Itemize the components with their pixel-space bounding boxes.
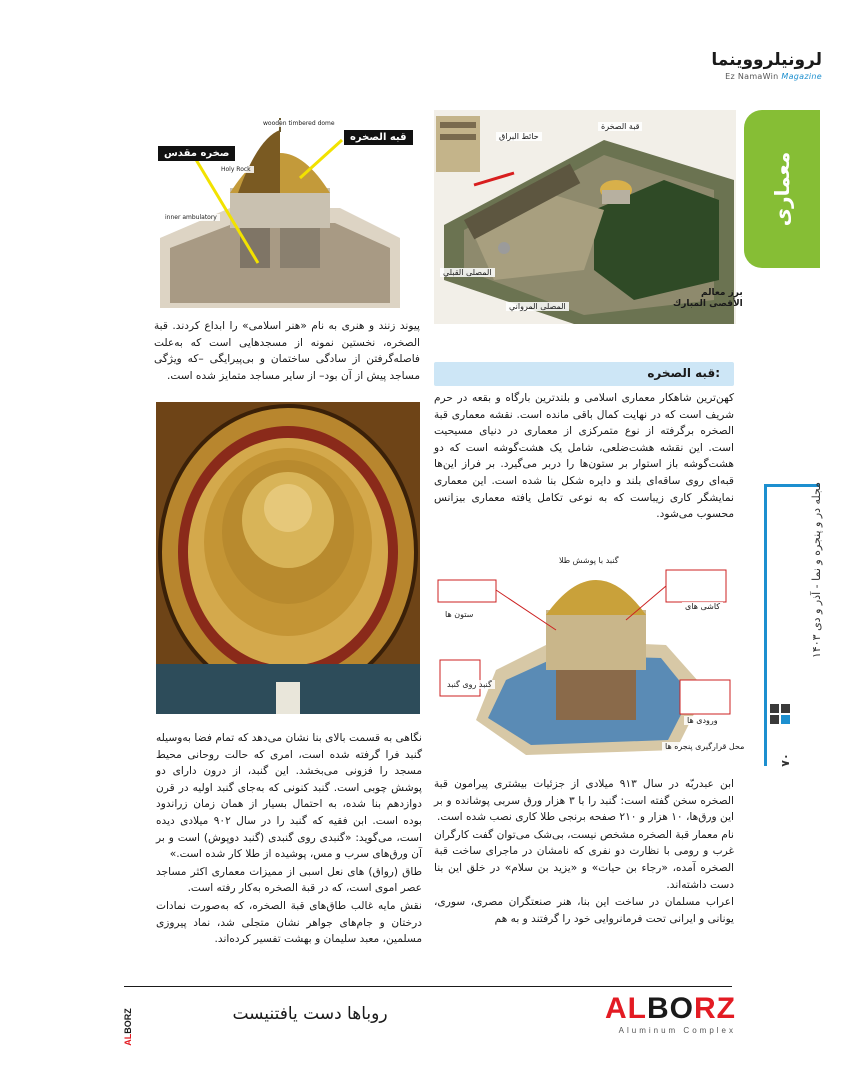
label-wall: حائط البراق [496, 132, 542, 141]
right-intro-paragraph: کهن‌ترین شاهکار معماری اسلامی و بلندترین بارگاه و بقعه در حرم شریف است که در نهایت کمال باقی مانده است. نقشه معماری قبة الصخره برگرفته از نوع متمرکزی از معماری در دنیای مسیحیت است. این نقشه هشت‌ضلعی، شامل یک هشت‌گوشه است که دو هشت‌گوشه باز استوار بر ستون‌ها را دربر می‌گیرد. بر فراز این‌ها قبه‌ای روی ساقه‌ای بلند و دایره شکل بنا شده است. این معماری نمایشگر کاری زیباست که به نوعی تکامل یافته معماری بیزانس محسوب می‌شود. [434, 392, 734, 521]
alborz-subtitle: Aluminum Complex [618, 1026, 736, 1035]
label-qibli: المصلی القبلي [440, 268, 495, 277]
tag-holy-rock: صخره مقدس [158, 146, 235, 161]
magazine-badge-icon [770, 704, 792, 726]
footer-rule [124, 986, 732, 987]
left-bottom-column [156, 730, 422, 962]
alborz-wordmark: ALBORZ [605, 992, 736, 1025]
magazine-title-en: Ez NamaWin Magazine [725, 72, 822, 81]
aerial-site-image [434, 110, 743, 324]
labeled-dome-diagram [436, 550, 745, 762]
right-paragraph-3: اعراب مسلمان در ساخت این بنا، هنر صنعتگران مصری، سوری، یونانی و ایرانی تحت فرمانروایی خود را گرفتند و به هم [434, 896, 734, 925]
diagram-label-double-dome: گنبد روی گنبد [444, 680, 495, 689]
cutaway-label-2: Holy Rock [218, 166, 254, 173]
label-dome: قبة الصخرة [598, 122, 642, 131]
blue-vertical-rule [764, 484, 767, 766]
section-heading: قبه الصخره: [647, 366, 720, 380]
right-bottom-column [434, 776, 734, 968]
section-heading-bar [434, 362, 734, 386]
diagram-label-windows: محل قرارگیری پنجره ها [662, 742, 747, 751]
top-left-paragraph: پیوند زنند و هنری به نام «هنر اسلامی» را ابداع کردند. قبة الصخره، نخستین نمونه از مسجدهایی است که به‌علت فاصله‌گرفتن از سادگی ساختمان و بی‌پیرایگی –که ویژگی مساجد پیش از آن بود– از سایر مساجد متمایز شده است. [154, 320, 420, 382]
dome-interior-photo [156, 402, 420, 714]
magazine-title-fa: لرونیلرووینما [711, 50, 822, 70]
alborz-logo [540, 988, 736, 1038]
magazine-logo [632, 50, 822, 88]
tag-dome-of-rock: قبه الصخره [344, 130, 413, 145]
left-paragraph-2: طاق (رواق) های نعل اسبی از ممیزات معماری اکثر مساجد عصر اموی است، که در قبة الصخره به‌کار رفته است. [156, 865, 422, 895]
issue-caption: مجله در و پنجره و نما - آذر و دی ۱۴۰۳ [810, 481, 823, 659]
diagram-illustration [436, 550, 734, 762]
diagram-label-columns: ستون ها [442, 610, 476, 619]
label-marwani: المصلی المرواني [506, 302, 569, 311]
aerial-title: برز معالم الأقصى المبارك [673, 288, 743, 309]
diagram-label-entrances: ورودی ها [684, 716, 721, 725]
page-number: ۷۰ [779, 753, 792, 767]
diagram-label-gilded-dome: گنبد با پوشش طلا [556, 556, 622, 565]
dome-cutaway-image [140, 118, 418, 314]
dome-interior-illustration [156, 402, 420, 714]
footer-slogan: روباها دست یافتنیست [232, 1004, 388, 1024]
section-tab-label: معماری [770, 151, 794, 227]
left-paragraph-1: نگاهی به قسمت بالای بنا نشان می‌دهد که تمام فضا به‌وسیله گنبد فرا گرفته شده است، امری که حالت روحانی محیط مسجد را فزونی می‌بخشد. این گنبد، از درون دارای دو پوشش چوبی است. گنبد کنونی که به‌جای گنبد اولیه در قرن دوازدهم بنا شده، به احتمال بسیار از همان زمان زراندود بوده است. ابن فقیه که گنبد را در سال ۹۰۲ میلادی دیده است، می‌گوید: «گنبدی روی گنبدی (گنبد دوپوش) است و بر آن ورق‌های سرب و مس، پوشیده از طلا کار شده است.» [156, 732, 422, 861]
right-paragraph-2: نام معمار قبة الصخره مشخص نیست، بی‌شک می‌توان گفت کارگران غرب و رومی با نظارت دو نفری که نامشان در ماجرای ساخت قبة الصخره آمده، «رجاء بن حیات» و «یزید بن سلام» در خلق این بنا دست داشته‌اند. [434, 828, 734, 891]
cutaway-label-1: wooden timbered dome [260, 120, 338, 127]
side-brand-logo: ALBORZ [123, 1008, 133, 1046]
cutaway-label-3: inner ambulatory [162, 214, 220, 221]
diagram-label-tiles: کاشی های [682, 602, 723, 611]
section-tab [744, 110, 820, 268]
right-paragraph-1: ابن عبدربّه در سال ۹۱۳ میلادی از جزئیات بیشتری پیرامون قبة الصخره سخن گفته است: گنبد را با ۳ هزار ورق سربی پوشانده و بر این ورق‌ها، ۱۰ هزار و ۲۱۰ صفحه برنجی طلا کاری نصب شده است. [434, 778, 734, 824]
left-paragraph-3: نقش مایه غالب طاق‌های قبة الصخره، که به‌صورت نمادات درختان و جام‌های جواهر نشان متجلی شد، نماد پیروزی مسلمین، معبد سلیمان و بهشت تفسیر کرده‌اند. [156, 899, 422, 946]
